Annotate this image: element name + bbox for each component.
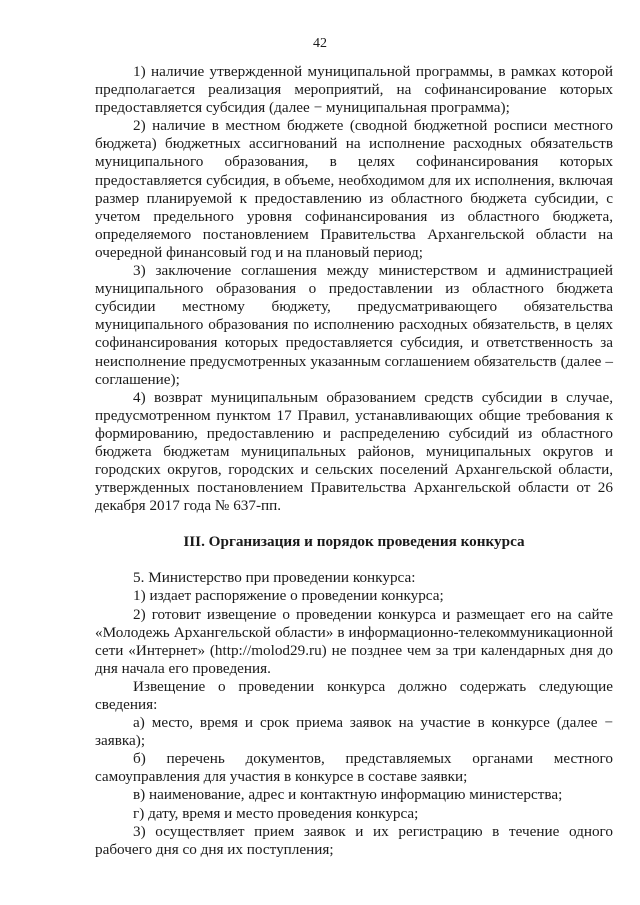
page-number: 42	[313, 36, 327, 51]
paragraph-notice-intro: Извещение о проведении конкурса должно содержать следующие сведения:	[95, 677, 613, 713]
paragraph-subitem-3: 3) осуществляет прием заявок и их регистрацию в течение одного рабочего дня со дня их поступления;	[95, 822, 613, 858]
paragraph-notice-d: г) дату, время и место проведения конкурса;	[133, 804, 419, 822]
paragraph-subitem-2: 2) готовит извещение о проведении конкурса и размещает его на сайте «Молодежь Архангельской области» в информационно-телекоммуникационной сети «Интернет» (http://molod29.ru) не позднее чем за три календарных дня до дня начала его проведения.	[95, 605, 613, 677]
document-body	[95, 63, 613, 859]
paragraph-condition-4: 4) возврат муниципальным образованием средств субсидии в случае, предусмотренном пунктом 17 Правил, устанавливающих общие требования к формированию, предоставлению и распределению субсидий из областного бюджета бюджетам муниципальных районов, муниципальных округов и городских округов, городских и сельских поселений Архангельской области, утвержденных постановлением Правительства Архангельской области от 26 декабря 2017 года № 637-пп.	[95, 388, 613, 515]
paragraph-notice-a: а) место, время и срок приема заявок на участие в конкурсе (далее − заявка);	[95, 714, 613, 750]
paragraph-condition-3: 3) заключение соглашения между министерством и администрацией муниципального образования о предоставлении из областного бюджета субсидии местному бюджету, предусматривающего обязательства муниципального образования по исполнению расходных обязательств, в целях софинансирования которых предоставляется субсидия, и ответственность за неисполнение предусмотренных указанным соглашением обязательств (далее – соглашение);	[95, 262, 613, 388]
paragraph-item-5: 5. Министерство при проведении конкурса:	[133, 569, 416, 587]
paragraph-condition-2: 2) наличие в местном бюджете (сводной бюджетной росписи местного бюджета) бюджетных ассигнований на исполнение расходных обязательств муниципального образования, в целях софинансирования которых предоставляется субсидия, в объеме, необходимом для их исполнения, включая размер планируемой к предоставлению из областного бюджета субсидии, с учетом предельного уровня софинансирования из областного бюджета, определяемого постановлением Правительства Архангельской области на очередной финансовый год и на плановый период;	[95, 117, 613, 261]
paragraph-subitem-1: 1) издает распоряжение о проведении конкурса;	[133, 587, 444, 605]
section-heading: III. Организация и порядок проведения конкурса	[183, 533, 525, 551]
paragraph-condition-1: 1) наличие утвержденной муниципальной программы, в рамках которой предполагается реализация мероприятий, на софинансирование которых предоставляется субсидия (далее − муниципальная программа);	[95, 63, 613, 117]
paragraph-notice-b: б) перечень документов, представляемых органами местного самоуправления для участия в конкурсе в составе заявки;	[95, 750, 613, 786]
paragraph-notice-c: в) наименование, адрес и контактную информацию министерства;	[133, 786, 563, 804]
